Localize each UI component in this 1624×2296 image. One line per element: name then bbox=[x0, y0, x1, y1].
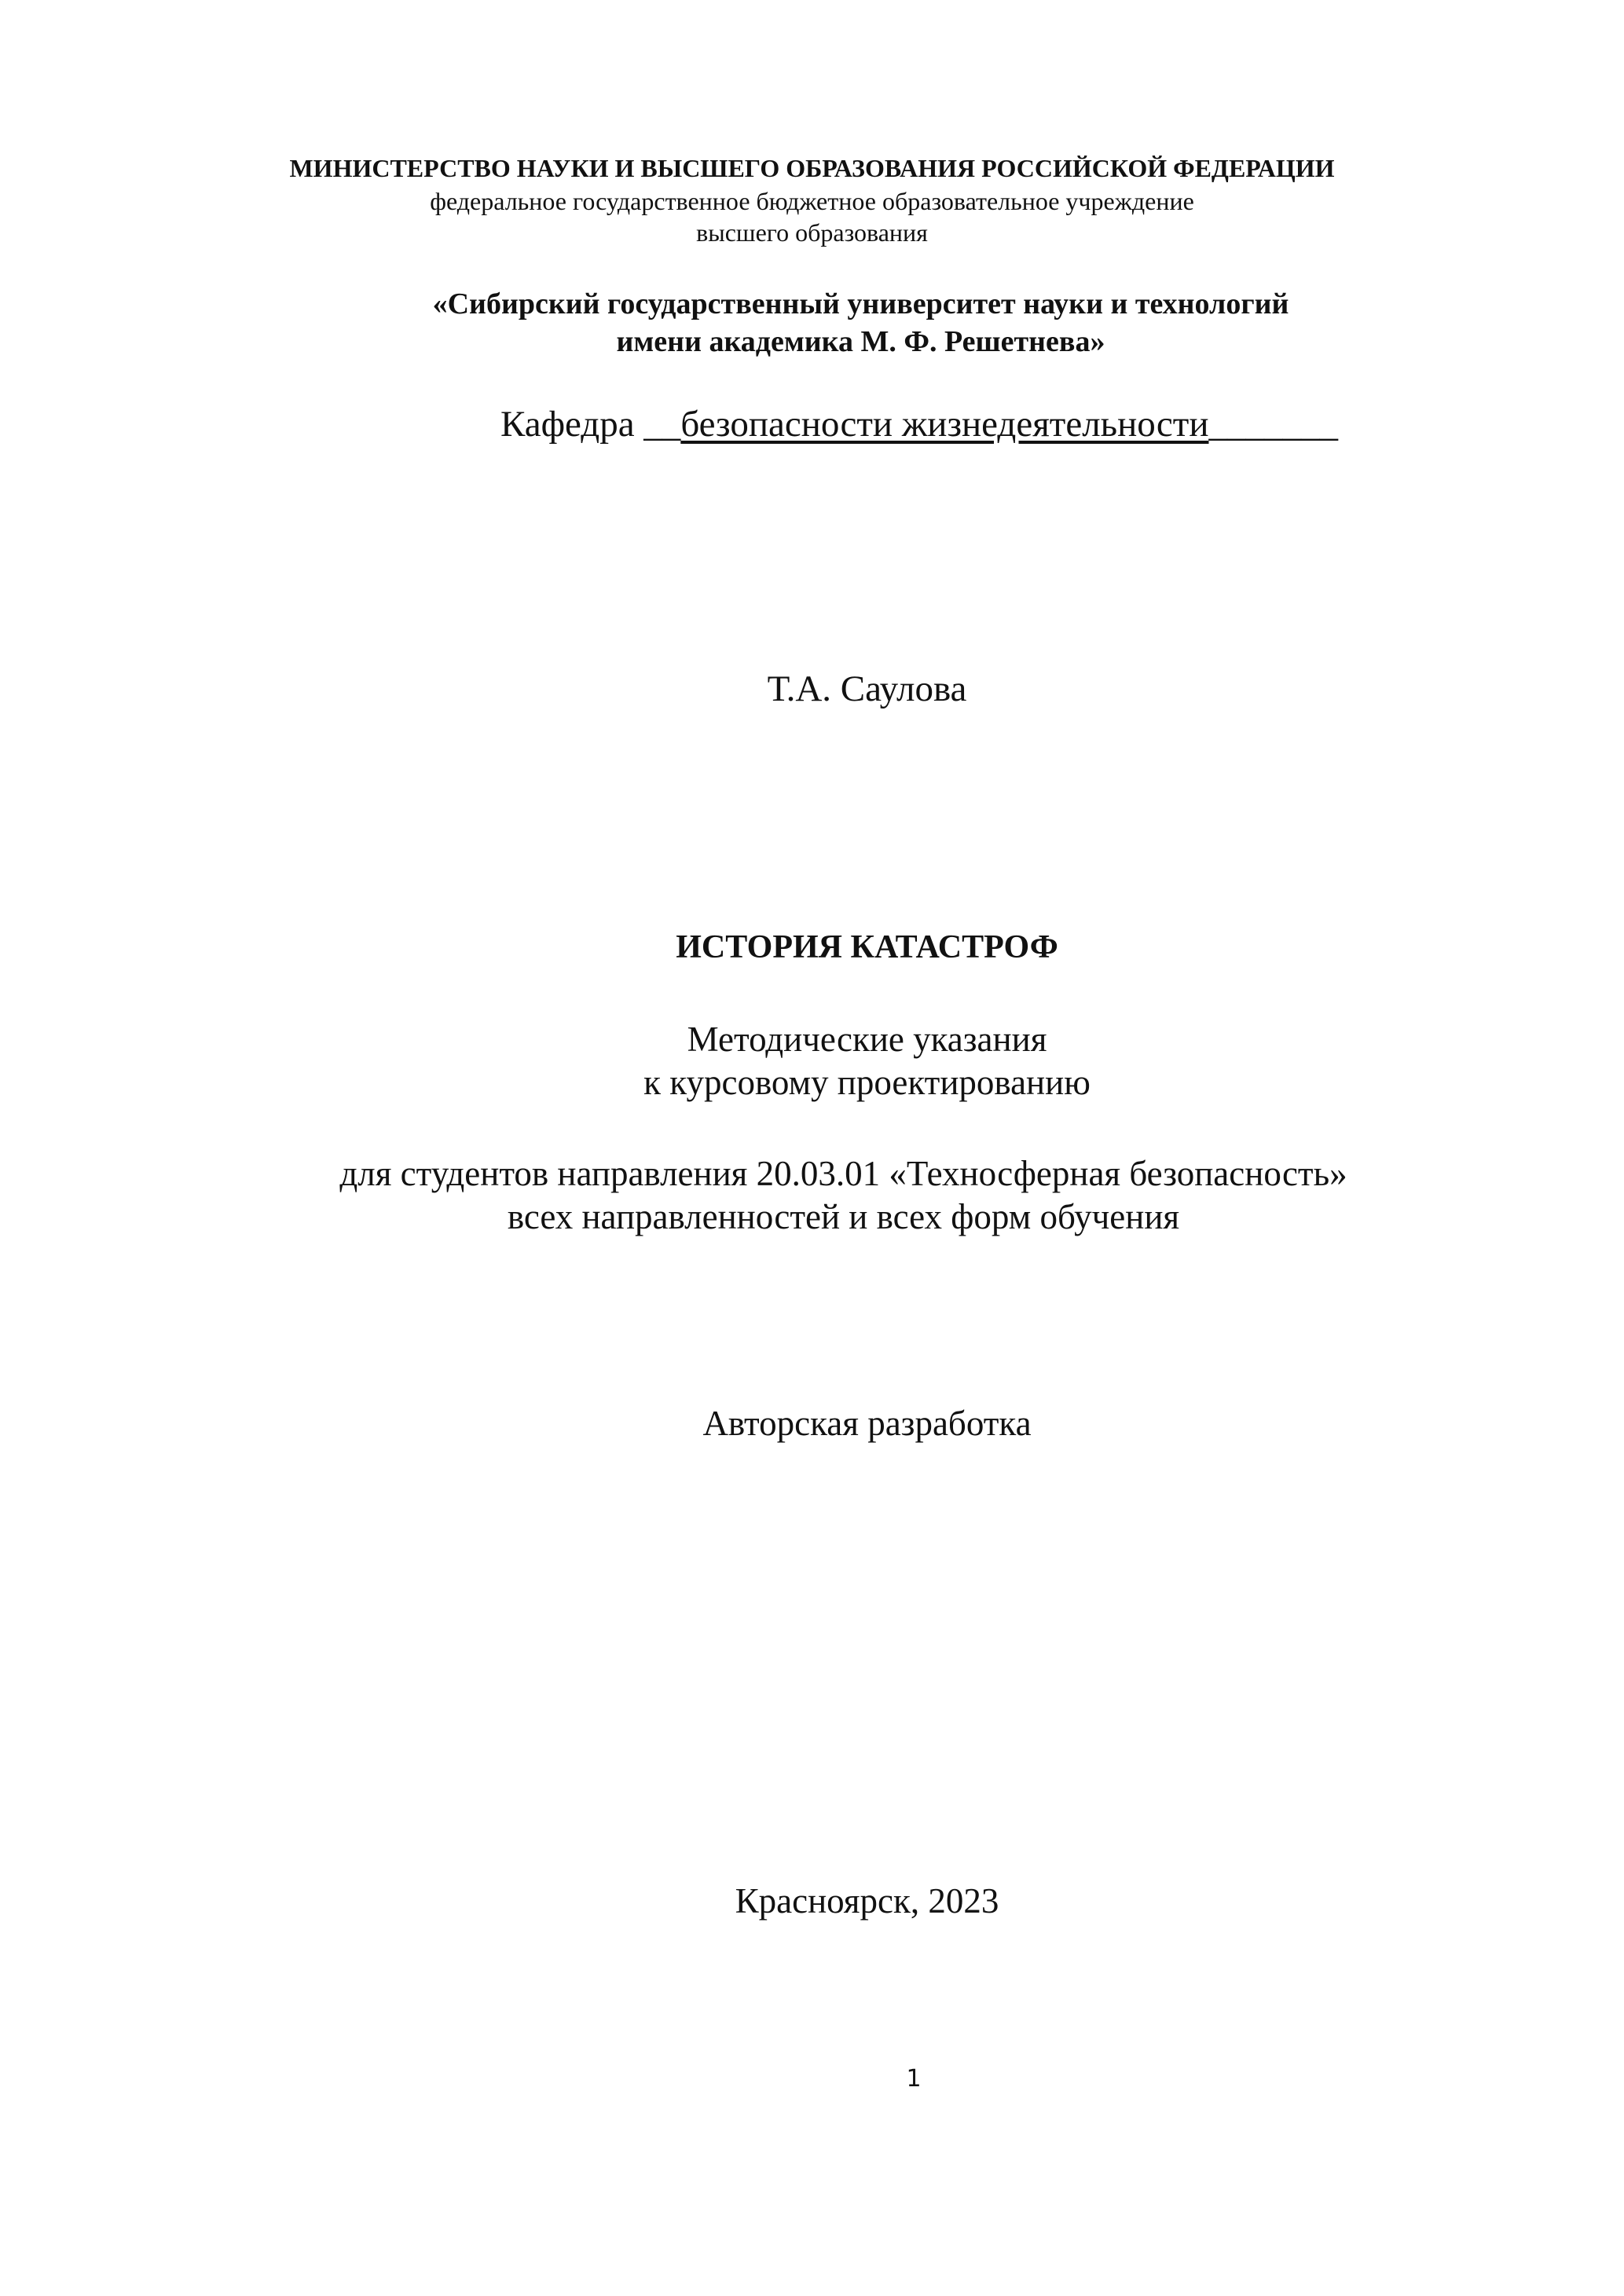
page-number: 1 bbox=[906, 2065, 922, 2093]
city-year: Красноярск, 2023 bbox=[735, 1881, 999, 1921]
university-name-line1: «Сибирский государственный университет науки и технологий bbox=[432, 287, 1289, 320]
department-line bbox=[500, 403, 1338, 445]
education-level: высшего образования bbox=[696, 218, 928, 247]
authorship-note: Авторская разработка bbox=[702, 1404, 1032, 1443]
document-type-line1: Методические указания bbox=[687, 1020, 1047, 1059]
university-name-line2: имени академика М. Ф. Решетнева» bbox=[616, 325, 1105, 358]
institution-type: федеральное государственное бюджетное образовательное учреждение bbox=[430, 187, 1194, 215]
audience-line1: для студентов направления 20.03.01 «Техносферная безопасность» bbox=[339, 1154, 1347, 1193]
audience-line2: всех направленностей и всех форм обучения bbox=[507, 1197, 1180, 1236]
author-name: Т.А. Саулова bbox=[767, 668, 967, 709]
document-type-line2: к курсовому проектированию bbox=[643, 1063, 1091, 1102]
ministry-heading: МИНИСТЕРСТВО НАУКИ И ВЫСШЕГО ОБРАЗОВАНИЯ РОССИЙСКОЙ ФЕДЕРАЦИИ bbox=[289, 154, 1335, 182]
department-name: безопасности жизнедеятельности bbox=[680, 404, 1209, 445]
department-prefix: Кафедра __ bbox=[500, 404, 681, 445]
document-title: ИСТОРИЯ КАТАСТРОФ bbox=[676, 929, 1058, 965]
department-suffix: _______ bbox=[1208, 404, 1338, 445]
